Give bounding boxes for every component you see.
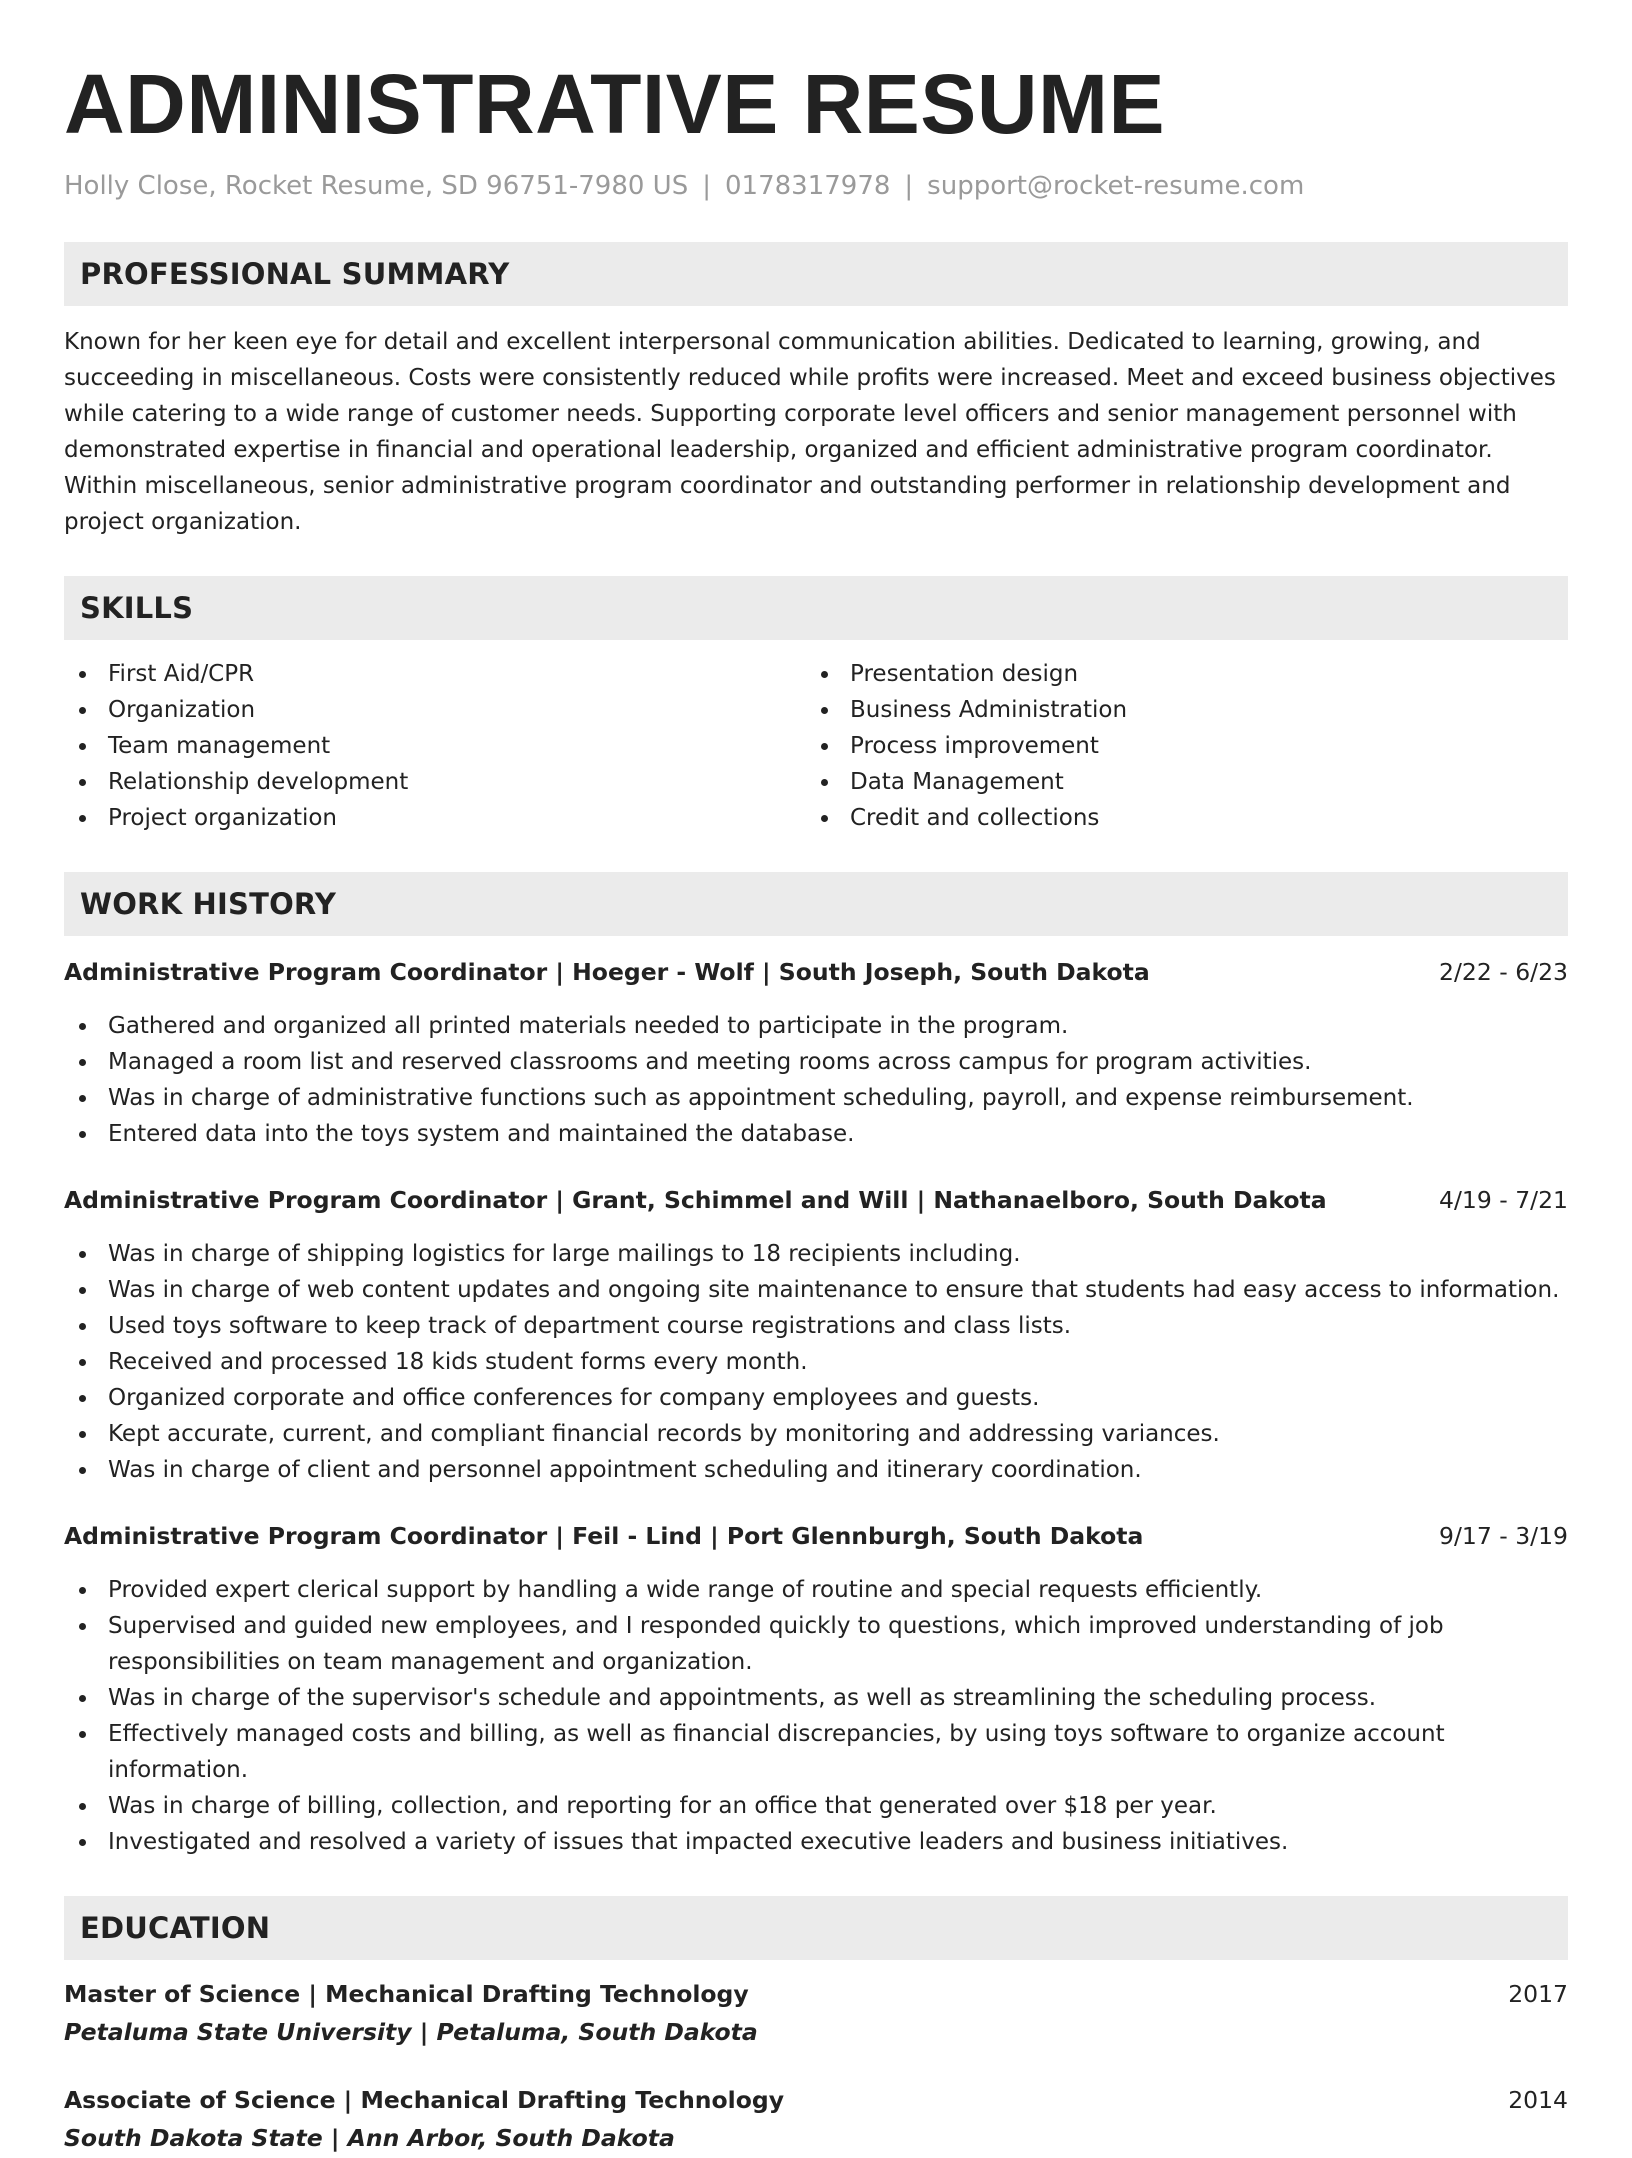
education-school: Petaluma State University | Petaluma, South Dakota xyxy=(64,2018,758,2046)
job-dates: 9/17 - 3/19 xyxy=(1439,1522,1568,1550)
job-bullet: Supervised and guided new employees, and I responded quickly to questions, which improved understanding of job responsibilities on team management and organization. xyxy=(64,1608,1568,1680)
education-school: South Dakota State | Ann Arbor, South Dakota xyxy=(64,2124,675,2152)
job-bullets xyxy=(64,1008,1568,1152)
job-bullets xyxy=(64,1572,1568,1860)
skill-item: Team management xyxy=(64,728,806,764)
job-header xyxy=(64,1182,1568,1218)
contact-phone: 0178317978 xyxy=(724,171,891,201)
job-dates: 2/22 - 6/23 xyxy=(1439,958,1568,986)
contact-email: support@rocket-resume.com xyxy=(927,171,1305,201)
job-bullet: Was in charge of shipping logistics for large mailings to 18 recipients including. xyxy=(64,1236,1568,1272)
summary-text: Known for her keen eye for detail and excellent interpersonal communication abilities. Dedicated to learning, growing, and succeeding in miscellaneous. Costs were consistently reduced while profits were increased. Meet and exceed business objectives while catering to a wide range of customer needs. Supporting corporate level officers and senior management personnel with demonstrated expertise in financial and operational leadership, organized and efficient administrative program coordinator. Within miscellaneous, senior administrative program coordinator and outstanding performer in relationship development and project organization. xyxy=(64,329,1556,535)
job-bullet: Organized corporate and office conferences for company employees and guests. xyxy=(64,1380,1568,1416)
skill-item: Data Management xyxy=(806,764,1548,800)
job-entry xyxy=(64,1182,1568,1488)
education-header xyxy=(64,2082,1568,2118)
job-title: Administrative Program Coordinator | Grant, Schimmel and Will | Nathanaelboro, South Dakota xyxy=(64,1186,1327,1214)
work-history-section-header xyxy=(64,872,1568,936)
skill-item: Business Administration xyxy=(806,692,1548,728)
skill-item: First Aid/CPR xyxy=(64,656,806,692)
job-bullet: Received and processed 18 kids student forms every month. xyxy=(64,1344,1568,1380)
education-header xyxy=(64,1976,1568,2012)
education-year: 2014 xyxy=(1508,2086,1568,2114)
job-dates: 4/19 - 7/21 xyxy=(1439,1186,1568,1214)
work-history-heading: WORK HISTORY xyxy=(80,887,337,921)
job-title: Administrative Program Coordinator | Hoeger - Wolf | South Joseph, South Dakota xyxy=(64,958,1150,986)
skill-item: Organization xyxy=(64,692,806,728)
education-degree: Master of Science | Mechanical Drafting Technology xyxy=(64,1980,749,2008)
job-entry xyxy=(64,954,1568,1152)
skill-item: Project organization xyxy=(64,800,806,836)
job-header xyxy=(64,1518,1568,1554)
skill-item: Credit and collections xyxy=(806,800,1548,836)
job-bullets xyxy=(64,1236,1568,1488)
job-bullet: Used toys software to keep track of department course registrations and class lists. xyxy=(64,1308,1568,1344)
contact-separator: | xyxy=(904,171,914,201)
contact-address: Holly Close, Rocket Resume, SD 96751-7980 US xyxy=(64,171,689,201)
skills-section-header xyxy=(64,576,1568,640)
education-section-header xyxy=(64,1896,1568,1960)
skills-heading: SKILLS xyxy=(80,591,194,625)
education-entry xyxy=(64,2082,1568,2158)
job-title: Administrative Program Coordinator | Feil - Lind | Port Glennburgh, South Dakota xyxy=(64,1522,1144,1550)
job-bullet: Investigated and resolved a variety of issues that impacted executive leaders and business initiatives. xyxy=(64,1824,1568,1860)
contact-line xyxy=(64,166,1568,206)
resume-title: ADMINISTRATIVE RESUME xyxy=(64,57,1165,151)
education-year: 2017 xyxy=(1508,1980,1568,2008)
job-bullet: Was in charge of billing, collection, and reporting for an office that generated over $18 per year. xyxy=(64,1788,1568,1824)
job-bullet: Managed a room list and reserved classrooms and meeting rooms across campus for program activities. xyxy=(64,1044,1568,1080)
skill-item: Relationship development xyxy=(64,764,806,800)
skill-item: Process improvement xyxy=(806,728,1548,764)
skills-list xyxy=(64,656,1568,836)
skill-item: Presentation design xyxy=(806,656,1548,692)
job-bullet: Gathered and organized all printed materials needed to participate in the program. xyxy=(64,1008,1568,1044)
skills-column-right xyxy=(806,656,1548,836)
job-bullet: Was in charge of client and personnel appointment scheduling and itinerary coordination. xyxy=(64,1452,1568,1488)
job-entry xyxy=(64,1518,1568,1860)
job-bullet: Was in charge of the supervisor's schedule and appointments, as well as streamlining the scheduling process. xyxy=(64,1680,1568,1716)
education-entry xyxy=(64,1976,1568,2052)
contact-separator: | xyxy=(702,171,711,201)
job-bullet: Provided expert clerical support by handling a wide range of routine and special requests efficiently. xyxy=(64,1572,1568,1608)
education-degree: Associate of Science | Mechanical Drafting Technology xyxy=(64,2086,785,2114)
skills-column-left xyxy=(64,656,806,836)
job-bullet: Was in charge of administrative functions such as appointment scheduling, payroll, and expense reimbursement. xyxy=(64,1080,1568,1116)
education-heading: EDUCATION xyxy=(80,1911,271,1945)
job-bullet: Effectively managed costs and billing, as well as financial discrepancies, by using toys software to organize account information. xyxy=(64,1716,1568,1788)
job-bullet: Kept accurate, current, and compliant financial records by monitoring and addressing variances. xyxy=(64,1416,1568,1452)
summary-section-header xyxy=(64,242,1568,306)
job-bullet: Entered data into the toys system and maintained the database. xyxy=(64,1116,1568,1152)
job-header xyxy=(64,954,1568,990)
summary-heading: PROFESSIONAL SUMMARY xyxy=(80,257,510,291)
job-bullet: Was in charge of web content updates and ongoing site maintenance to ensure that students had easy access to information. xyxy=(64,1272,1568,1308)
